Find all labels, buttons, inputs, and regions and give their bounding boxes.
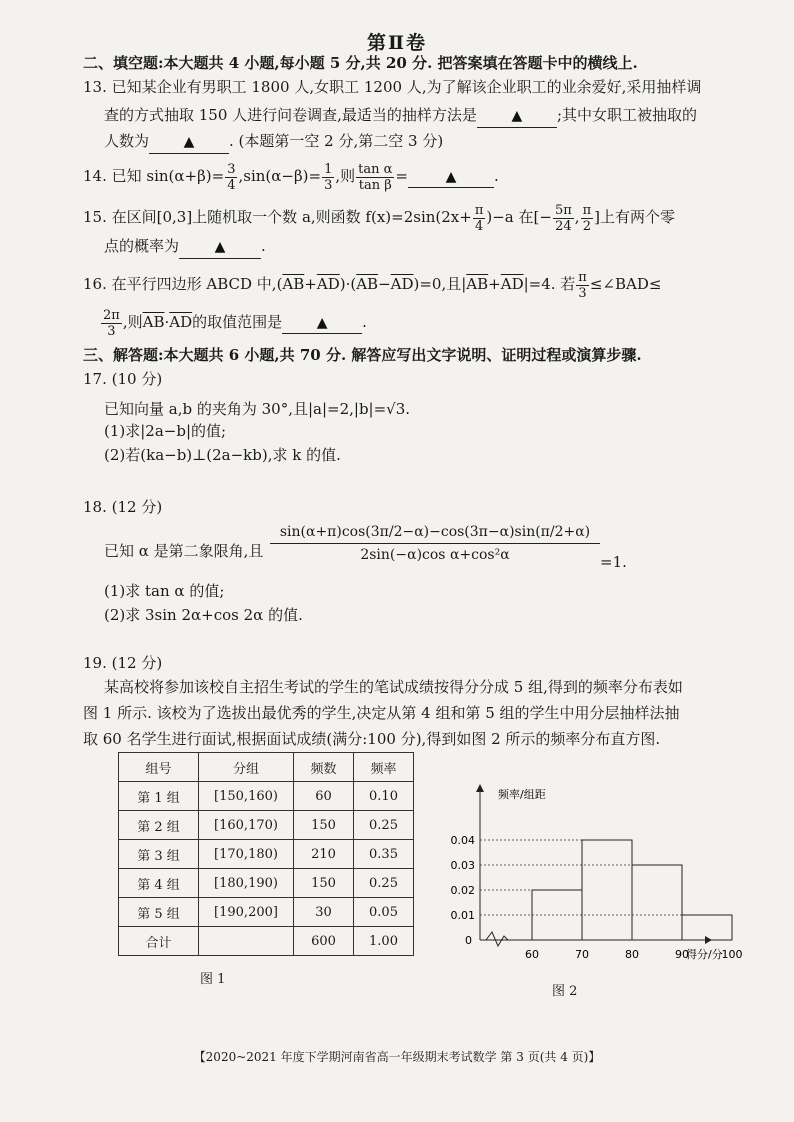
table-header-cell: 频率 <box>354 753 414 782</box>
numerator: π <box>582 202 592 218</box>
table-cell: 0.05 <box>354 898 414 927</box>
table-cell: [170,180) <box>199 840 294 869</box>
blank-triangle-icon: ▲ <box>316 315 328 331</box>
q14-text: = <box>395 167 408 185</box>
figure1-caption: 图 1 <box>200 972 226 987</box>
x-tick-label: 100 <box>721 948 743 961</box>
vector-ad: $\overline{AD}$ <box>390 275 414 293</box>
table-cell: 第 5 组 <box>119 898 199 927</box>
table-header-cell: 频数 <box>294 753 354 782</box>
q15-line1 <box>83 199 675 235</box>
q18-numerator: sin(α+π)cos(3π/2−α)−cos(3π−α)sin(π/2+α) <box>270 524 600 544</box>
numerator: tan α <box>358 161 393 177</box>
q15-text: ]上有两个零 <box>594 208 675 226</box>
q13-line3 <box>104 130 443 154</box>
table-cell: [150,160) <box>199 782 294 811</box>
q15-fraction <box>581 203 594 234</box>
q13-text: . (本题第一空 2 分,第二空 3 分) <box>229 132 444 150</box>
q16-text: ≤∠BAD≤ <box>589 275 662 293</box>
q17-part2: (2)若(ka−b)⊥(2a−kb),求 k 的值. <box>104 446 341 464</box>
q19-line3: 取 60 名学生进行面试,根据面试成绩(满分:100 分),得到如图 2 所示的频率分布直方图. <box>83 730 661 748</box>
q15-fraction <box>553 203 574 234</box>
origin-label: 0 <box>465 934 472 947</box>
table-cell: 150 <box>294 811 354 840</box>
q13-text: 人数为 <box>104 132 150 150</box>
blank-triangle-icon: ▲ <box>445 169 457 185</box>
denominator: 4 <box>474 218 484 234</box>
table-cell: 0.10 <box>354 782 414 811</box>
vector-ab: $\overline{AB}$ <box>282 275 305 293</box>
vector-ab: $\overline{AB}$ <box>466 275 489 293</box>
q15-line2 <box>104 235 266 259</box>
q15-blank[interactable] <box>179 235 261 259</box>
q16-fraction <box>576 270 589 301</box>
histogram-bar <box>582 840 632 940</box>
q18-stem: 已知 α 是第二象限角,且 <box>104 542 264 560</box>
table-cell: [190,200] <box>199 898 294 927</box>
q16-text: )·( <box>339 275 357 293</box>
histogram-bar <box>682 915 732 940</box>
q16-fraction <box>101 308 122 339</box>
q13-line2 <box>104 104 697 128</box>
q14-text: ,sin(α−β)= <box>238 167 322 185</box>
q13-line1: 13. 已知某企业有男职工 1800 人,女职工 1200 人,为了解该企业职工的业余爱好,采用抽样调 <box>83 78 702 96</box>
plus-sign: + <box>488 275 501 293</box>
axis-break-icon <box>486 932 508 946</box>
x-tick-label: 90 <box>675 948 689 961</box>
table-row <box>119 811 414 840</box>
q18-part1: (1)求 tan α 的值; <box>104 582 225 600</box>
table-cell: 合计 <box>119 927 199 956</box>
q18-part2: (2)求 3sin 2α+cos 2α 的值. <box>104 606 303 624</box>
q19-number: 19. (12 分) <box>83 654 163 672</box>
x-tick-label: 70 <box>575 948 589 961</box>
frequency-table <box>118 752 414 956</box>
q16-line2 <box>100 304 367 340</box>
table-cell: [160,170) <box>199 811 294 840</box>
q18-rhs: =1. <box>600 553 627 571</box>
q15-text: , <box>574 208 580 226</box>
q13-blank1[interactable] <box>477 104 557 128</box>
q13-text: 查的方式抽取 150 人进行问卷调查,最适当的抽样方法是 <box>104 106 477 124</box>
table-header-cell: 组号 <box>119 753 199 782</box>
vector-ad: $\overline{AD}$ <box>169 313 193 331</box>
figure2-caption: 图 2 <box>552 984 578 999</box>
histogram-bar <box>632 865 682 940</box>
q13-text: ;其中女职工被抽取的 <box>556 106 697 124</box>
q19-line2: 图 1 所示. 该校为了选拔出最优秀的学生,决定从第 4 组和第 5 组的学生中用分层抽样法抽 <box>83 704 680 722</box>
q14-fraction <box>322 162 334 193</box>
denominator: 3 <box>578 285 587 301</box>
q16-blank[interactable] <box>282 312 362 334</box>
q17-stem: 已知向量 a,b 的夹角为 30°,且|a|=2,|b|=√3. <box>104 400 411 418</box>
numerator: 5π <box>554 202 572 218</box>
table-row <box>119 840 414 869</box>
table-cell: 第 4 组 <box>119 869 199 898</box>
y-tick-label: 0.04 <box>450 834 475 847</box>
q13-blank2[interactable] <box>149 130 229 154</box>
y-tick-label: 0.01 <box>450 909 475 922</box>
q16-text: |=4. 若 <box>523 275 576 293</box>
plus-sign: + <box>304 275 317 293</box>
q17-number: 17. (10 分) <box>83 370 163 388</box>
q14-text: . <box>493 167 499 185</box>
q19-line1: 某高校将参加该校自主招生考试的学生的笔试成绩按得分分成 5 组,得到的频率分布表如 <box>104 678 683 696</box>
table-cell: 30 <box>294 898 354 927</box>
vector-ad: $\overline{AD}$ <box>316 275 340 293</box>
table-cell: [180,190) <box>199 869 294 898</box>
vector-ab: $\overline{AB}$ <box>142 313 165 331</box>
page-title: 第Ⅱ卷 <box>366 32 427 54</box>
q14-fraction <box>356 162 394 193</box>
denominator: 2 <box>582 218 591 234</box>
section3-heading: 三、解答题:本大题共 6 小题,共 70 分. 解答应写出文字说明、证明过程或演算步骤. <box>83 346 642 364</box>
q18-denominator: 2sin(−α)cos α+cos²α <box>360 547 510 563</box>
blank-triangle-icon: ▲ <box>214 239 226 255</box>
numerator: 3 <box>227 161 236 177</box>
q14-fraction <box>225 162 237 193</box>
table-row <box>119 898 414 927</box>
numerator: π <box>578 269 587 285</box>
table-cell: 第 1 组 <box>119 782 199 811</box>
table-row <box>119 927 414 956</box>
denominator: tan β <box>358 177 392 193</box>
table-cell: 0.35 <box>354 840 414 869</box>
q14-line <box>83 158 499 194</box>
q14-text: 14. 已知 sin(α+β)= <box>83 167 225 185</box>
q16-text: 的取值范围是 <box>192 313 283 331</box>
q15-text: . <box>261 237 266 255</box>
x-tick-label: 80 <box>625 948 639 961</box>
q16-text: ,则 <box>122 313 143 331</box>
y-tick-label: 0.02 <box>450 884 475 897</box>
frequency-histogram <box>440 772 743 982</box>
table-header-cell: 分组 <box>199 753 294 782</box>
blank-triangle-icon: ▲ <box>511 108 523 124</box>
table-cell: 0.25 <box>354 811 414 840</box>
x-axis-label: 得分/分 <box>686 948 723 961</box>
y-tick-label: 0.03 <box>450 859 475 872</box>
dot-sign: · <box>164 313 170 331</box>
q15-text: 点的概率为 <box>104 237 180 255</box>
numerator: 1 <box>324 161 333 177</box>
minus-sign: − <box>378 275 391 293</box>
q16-line1 <box>83 266 661 302</box>
table-row <box>119 869 414 898</box>
table-cell: 60 <box>294 782 354 811</box>
frequency-table-body <box>119 753 414 956</box>
q16-text: . <box>362 313 367 331</box>
table-cell: 第 3 组 <box>119 840 199 869</box>
x-tick-label: 60 <box>525 948 539 961</box>
blank-triangle-icon: ▲ <box>183 134 195 150</box>
vector-ab: $\overline{AB}$ <box>356 275 379 293</box>
table-cell <box>199 927 294 956</box>
table-row <box>119 782 414 811</box>
table-cell: 1.00 <box>354 927 414 956</box>
section2-heading: 二、填空题:本大题共 4 小题,每小题 5 分,共 20 分. 把答案填在答题卡中的横线上. <box>83 54 638 72</box>
q15-fraction <box>473 203 486 234</box>
table-cell: 600 <box>294 927 354 956</box>
q18-big-fraction <box>270 524 600 563</box>
y-axis-label: 频率/组距 <box>498 788 546 801</box>
denominator: 3 <box>324 177 333 193</box>
table-cell: 210 <box>294 840 354 869</box>
denominator: 3 <box>107 323 116 339</box>
denominator: 4 <box>227 177 236 193</box>
numerator: π <box>474 202 484 218</box>
page-footer: 【2020~2021 年度下学期河南省高一年级期末考试数学 第 3 页(共 4 页)】 <box>193 1050 601 1064</box>
table-cell: 第 2 组 <box>119 811 199 840</box>
q16-text: )=0,且| <box>413 275 467 293</box>
q17-part1: (1)求|2a−b|的值; <box>104 422 227 440</box>
q16-text: 16. 在平行四边形 ABCD 中,( <box>83 275 283 293</box>
y-axis-arrow-icon <box>476 784 484 792</box>
q18-number: 18. (12 分) <box>83 498 163 516</box>
table-cell: 0.25 <box>354 869 414 898</box>
table-cell: 150 <box>294 869 354 898</box>
vector-ad: $\overline{AD}$ <box>500 275 524 293</box>
q15-text: 15. 在区间[0,3]上随机取一个数 a,则函数 f(x)=2sin(2x+ <box>83 208 472 226</box>
q14-text: ,则 <box>335 167 356 185</box>
q14-blank[interactable] <box>408 166 494 188</box>
denominator: 24 <box>555 218 572 234</box>
q15-text: )−a 在[− <box>486 208 552 226</box>
numerator: 2π <box>103 307 120 323</box>
table-header-row <box>119 753 414 782</box>
